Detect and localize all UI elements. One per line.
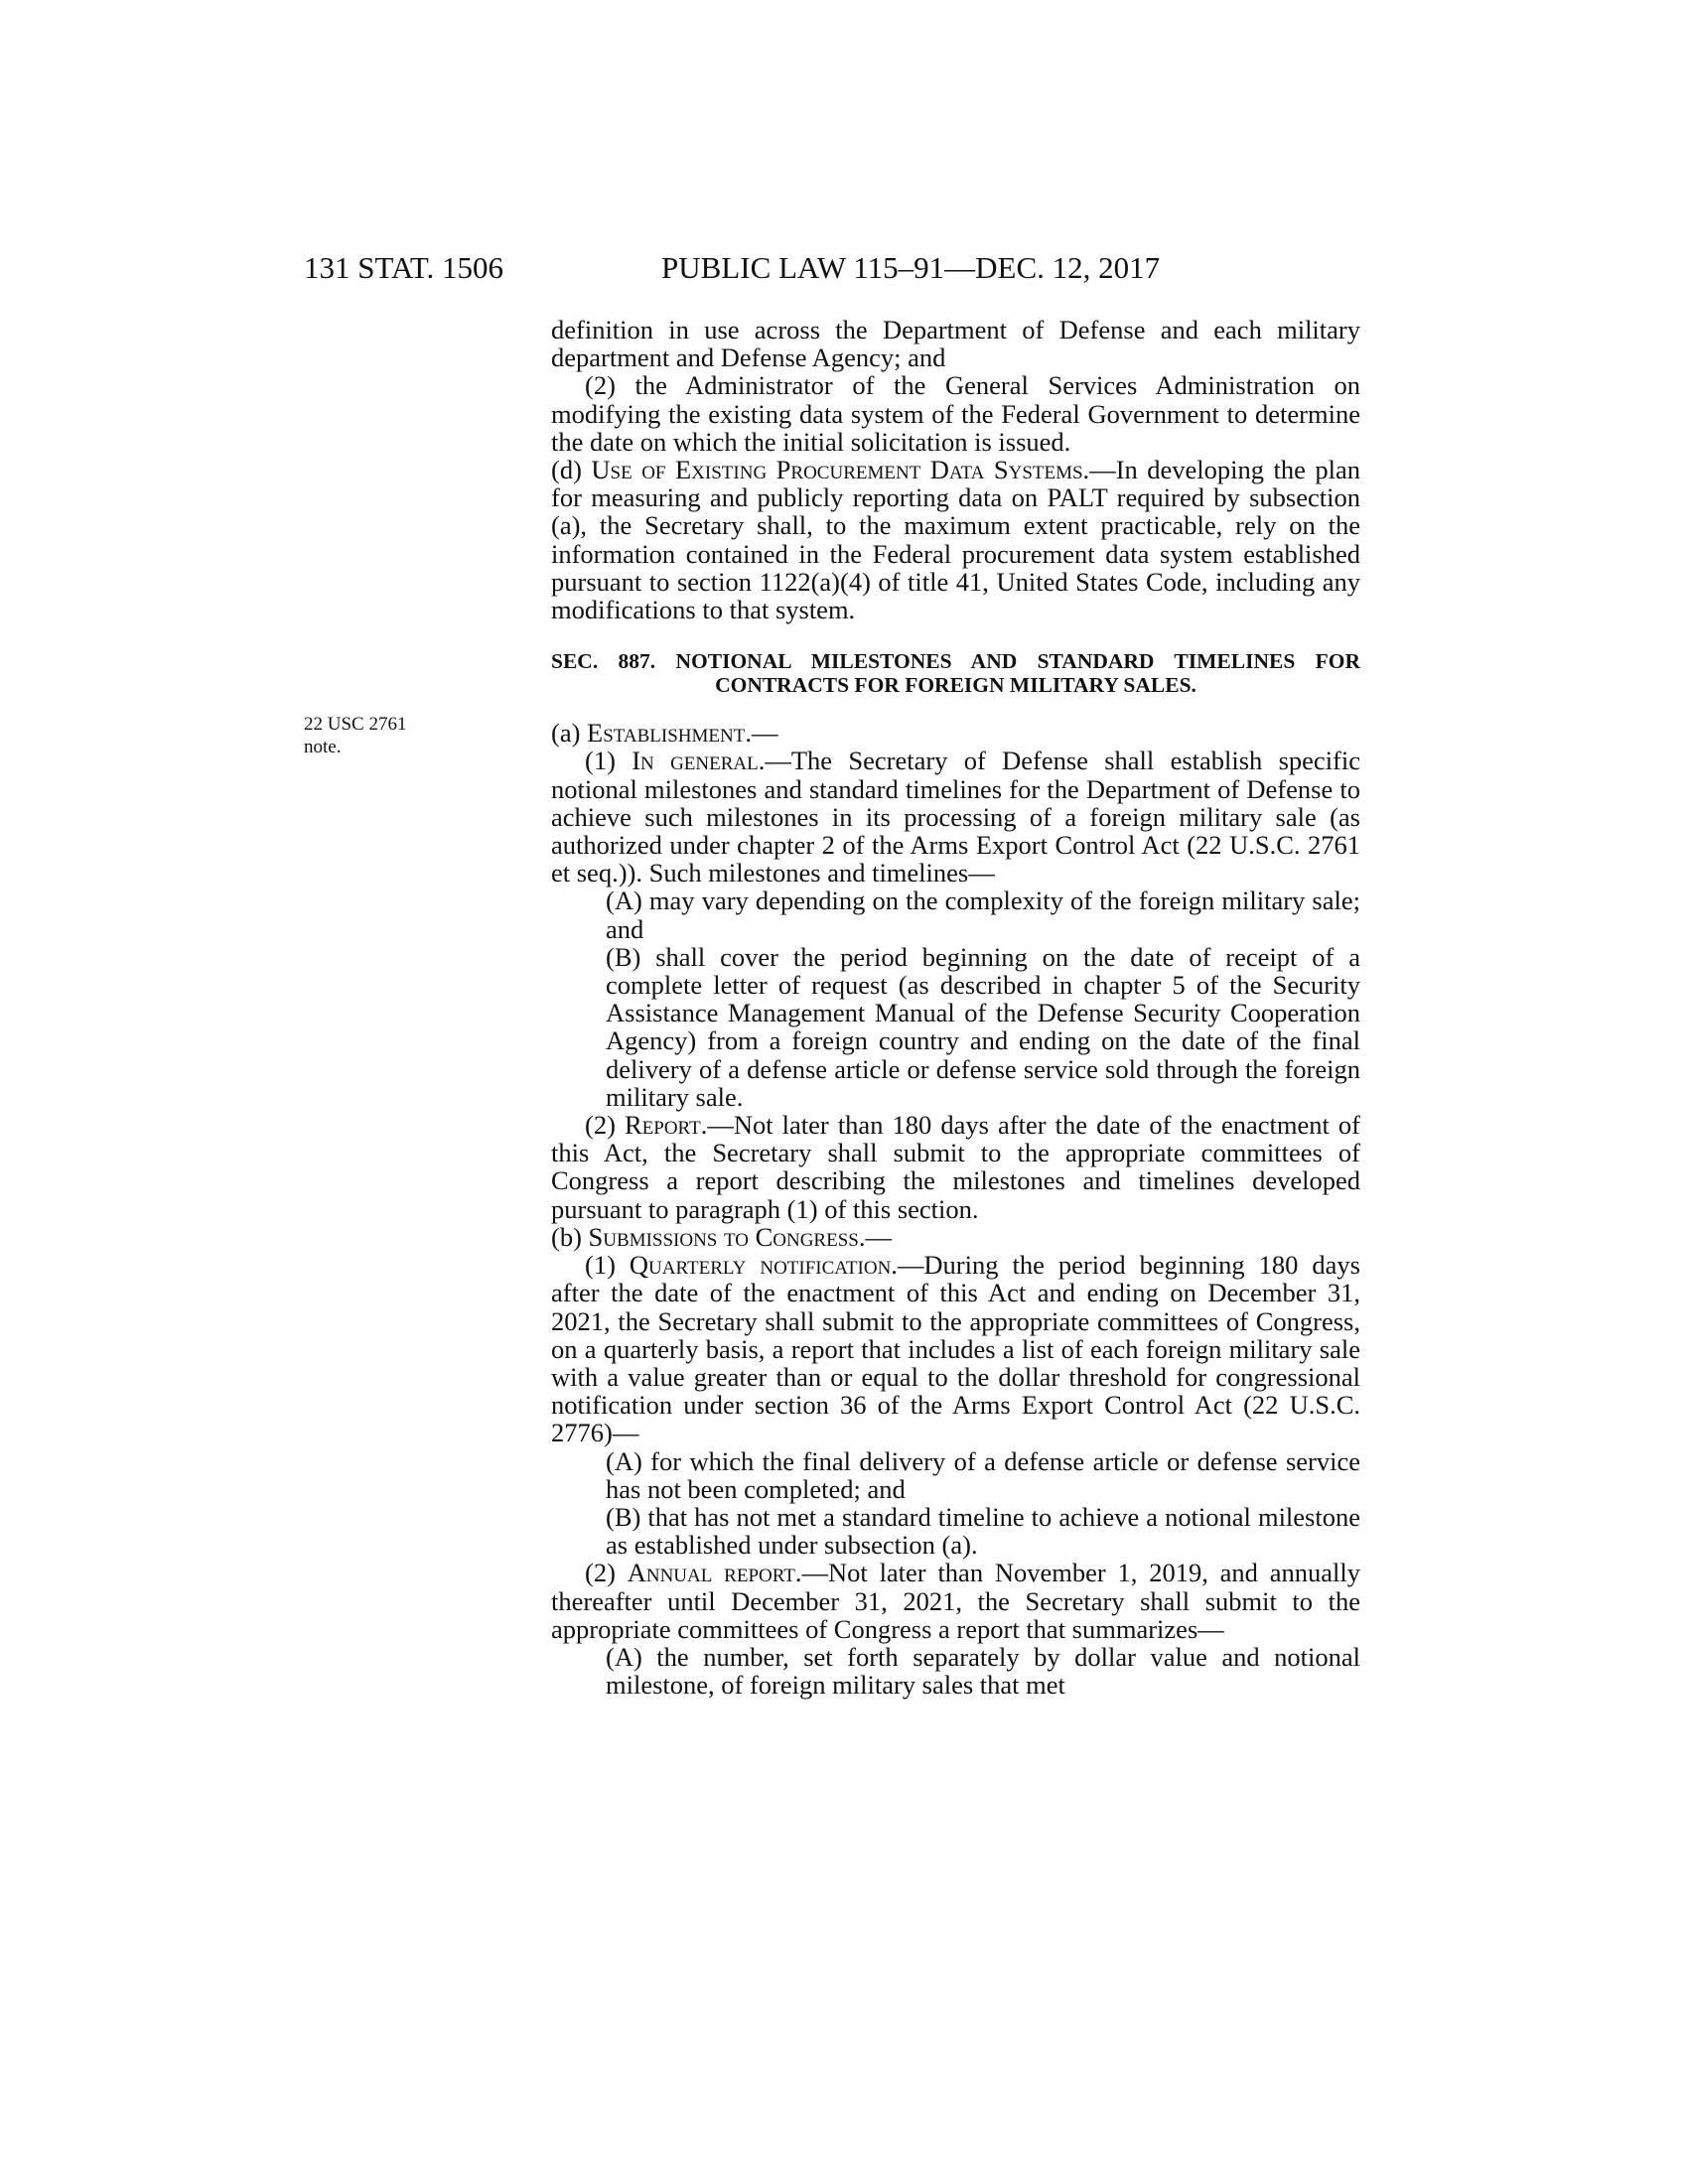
statute-page-reference: 131 STAT. 1506	[304, 250, 504, 285]
paragraph-b1-text: —During the period beginning 180 days after the date of the enactment of this Act and ending on December 31, 2021, the Secretary shall submit to the appropriate committees of Congress, on a quarterly basis, a report that includes a list of each foreign military sale with a value greater than or equal to the dollar threshold for congressional notification under section 36 of the Arms Export Control Act (22 U.S.C. 2776)—	[551, 1250, 1360, 1448]
subsection-b	[551, 1223, 1360, 1251]
paragraph-a1-label: (1)	[585, 746, 633, 776]
subsection-a-label: (a)	[551, 718, 588, 749]
section-heading	[551, 649, 1360, 697]
public-law-title: PUBLIC LAW 115–91—DEC. 12, 2017	[661, 250, 1161, 285]
subparagraph-a1B: (B) shall cover the period beginning on the date of receipt of a complete letter of request (as described in chapter 5 of the Security Assistance Management Manual of the Defense Security Cooperation Agency) from a foreign country and ending on the date of the final delivery of a defense article or defense service sold through the foreign military sale.	[606, 941, 1360, 1112]
paragraph-a1-text: —The Secretary of Defense shall establish specific notional milestones and standard timelines for the Department of Defense to achieve such milestones in its processing of a foreign military sale (as authorized under chapter 2 of the Arms Export Control Act (22 U.S.C. 2761 et seq.)). Such milestones and timelines—	[551, 746, 1361, 888]
section-heading-line2: CONTRACTS FOR FOREIGN MILITARY SALES.	[715, 673, 1196, 698]
paragraph-c2: (2) the Administrator of the General Services Administration on modifying the existing data system of the Federal Government to determine the date on which the initial solicitation is issued.	[551, 370, 1360, 457]
subparagraph-b2A: (A) the number, set forth separately by dollar value and notional milestone, of foreign military sales that met	[606, 1641, 1360, 1701]
subsection-d-heading: Use of Existing Procurement Data Systems.	[591, 455, 1090, 485]
paragraph-a2-heading: Report.	[624, 1110, 708, 1141]
document-body	[551, 316, 1360, 1699]
subsection-d	[551, 456, 1360, 623]
paragraph-b1-label: (1)	[585, 1250, 630, 1281]
subsection-b-heading: Submissions to Congress.	[588, 1221, 866, 1252]
subsection-b-dash: —	[865, 1221, 892, 1252]
paragraph-a1	[551, 747, 1360, 887]
paragraph-b1-heading: Quarterly notification.	[629, 1250, 898, 1281]
paragraph-b2	[551, 1559, 1360, 1643]
subsection-d-text: —In developing the plan for measuring and publicly reporting data on PALT required by subsection (a), the Secretary shall, to the maximum extent practicable, rely on the information contained in the Federal procurement data system established pursuant to section 1122(a)(4) of title 41, United States Code, including any modifications to that system.	[551, 455, 1360, 625]
subsection-a-dash: —	[751, 718, 778, 749]
subsection-b-label: (b)	[551, 1221, 589, 1252]
subsection-d-label: (d)	[551, 455, 592, 485]
paragraph-a2	[551, 1111, 1360, 1223]
margin-note-suffix: note.	[304, 737, 342, 757]
subparagraph-a1A: (A) may vary depending on the complexity of the foreign military sale; and	[606, 886, 1360, 944]
paragraph-a2-label: (2)	[585, 1110, 625, 1141]
page-header	[304, 248, 1366, 288]
paragraph-b2-heading: Annual report.	[627, 1558, 802, 1588]
section-heading-line1: SEC. 887. NOTIONAL MILESTONES AND STANDARD TIMELINES FOR	[551, 649, 1360, 674]
paragraph-a2-text: —Not later than 180 days after the date of the enactment of this Act, the Secretary shall submit to the appropriate committees of Congress a report describing the milestones and timelines developed pursuant to paragraph (1) of this section.	[551, 1110, 1360, 1224]
continued-paragraph: definition in use across the Department of Defense and each military department and Defense Agency; and	[551, 315, 1360, 373]
paragraph-b1	[551, 1251, 1360, 1446]
subsection-a-heading: Establishment.	[587, 718, 752, 749]
paragraph-b2-label: (2)	[585, 1558, 628, 1588]
subparagraph-b1B: (B) that has not met a standard timeline to achieve a notional milestone as established under subsection (a).	[606, 1501, 1360, 1561]
subsection-a	[551, 719, 1360, 747]
paragraph-b2-text: —Not later than November 1, 2019, and annually thereafter until December 31, 2021, the Secretary shall submit to the appropriate committees of Congress a report that summarizes—	[551, 1558, 1360, 1644]
paragraph-a1-heading: In general.	[632, 746, 766, 776]
margin-note	[304, 713, 443, 758]
subparagraph-b1A: (A) for which the final delivery of a defense article or defense service has not been completed; and	[606, 1445, 1360, 1504]
margin-note-citation: 22 USC 2761	[304, 714, 407, 735]
